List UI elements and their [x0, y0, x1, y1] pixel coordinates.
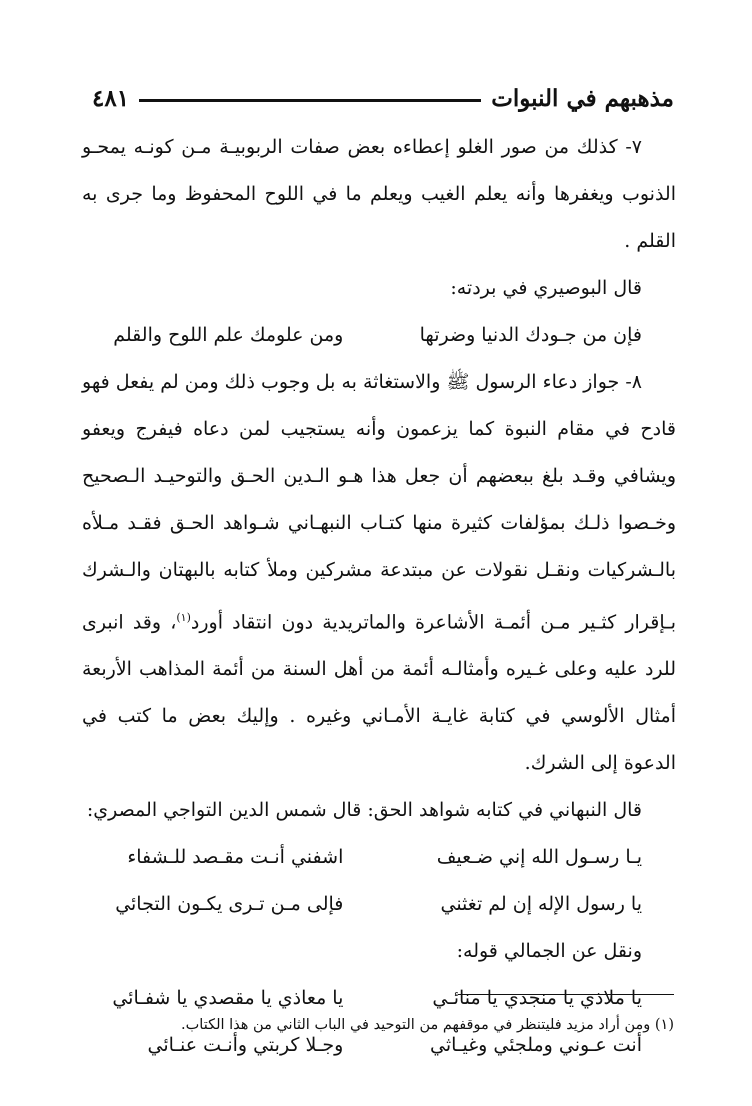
- footnote: (١) ومن أراد مزيد فليتنظر في موقفهم من التوحيد في الباب الثاني من هذا الكتاب.: [181, 1017, 674, 1033]
- paragraph-8-continuation: ، وقد انبرى للرد عليه وعلى غـيره وأمثالـه أئمة من أهل السنة من أئمة المذاهب الأربعة أمثال الألوسي في كتابة غايـة الأمـاني وغيره . وإليك بعض ما كتب في الدعوة إلى الشرك.: [82, 611, 676, 775]
- header-rule: [139, 99, 481, 102]
- verse-first-hemistich: يـا رسـول الله إني ضـعيف: [436, 846, 642, 869]
- verse-second-hemistich: اشفني أنـت مقـصد للـشفاء: [127, 846, 344, 869]
- verse-line: [82, 312, 676, 359]
- paragraph-7: ٧- كذلك من صور الغلو إعطاءه بعض صفات الربوبيـة مـن كونـه يمحـو الذنوب ويغفرها وأنه يعلم الغيب ويعلم ما في اللوح المحفوظ وما جرى به القلم .: [82, 136, 676, 252]
- verse-second-hemistich: ومن علومك علم اللوح والقلم: [113, 324, 344, 346]
- chapter-title: مذهبهم في النبوات: [491, 84, 674, 112]
- paragraph-8-text: ٨- جواز دعاء الرسول ﷺ والاستغاثة به بل وجوب ذلك ومن لم يفعل فهو قادح في مقام النبوة كما يزعمون وأنه يستجيب لمن دعاه فيفرج ويعفو ويشافي وقـد بلغ ببعضهم أن جعل هذا هـو الـدين الحـق والتوحيـد الـصحيح وخـصوا ذلـك بمؤلفات كثيرة منها كتـاب النبهـاني شـواهد الحـق فقـد مـلأه بالـشركيات ونقـل نقولات عن مبتدعة مشركين وملأ كتابه بالبهتان والـشرك بـإقرار كثـير مـن أئمـة الأشاعرة والماتريدية دون انتقاد أورد: [82, 371, 676, 634]
- verse-first-hemistich: فإن من جـودك الدنيا وضرتها: [419, 324, 642, 346]
- busiri-intro: قال البوصيري في بردته:: [450, 277, 642, 299]
- verse-line: [82, 881, 676, 928]
- footnote-ref: (١): [176, 611, 191, 624]
- verse-first-hemistich: يا ملاذي يا منجدي يا منائـي: [432, 987, 642, 1010]
- verse-second-hemistich: يا معاذي يا مقصدي يا شفـائي: [112, 987, 344, 1010]
- jamali-intro: ونقل عن الجمالي قوله:: [456, 940, 642, 963]
- page-number: ٤٨١: [92, 84, 130, 112]
- verse-first-hemistich: يا رسول الإله إن لم تغثني: [440, 893, 642, 916]
- running-header: [92, 78, 674, 118]
- verse-first-hemistich: أنت عـوني وملجئي وغيـاثي: [430, 1034, 642, 1057]
- footnote-separator: [458, 994, 674, 995]
- verse-second-hemistich: وجـلا كربتي وأنـت عنـائي: [147, 1034, 344, 1057]
- paragraph-8: [82, 359, 676, 787]
- verse-second-hemistich: فإلى مـن تـرى يكـون التجائي: [115, 893, 344, 916]
- nabhani-intro: قال النبهاني في كتابه شواهد الحق: قال شمس الدين التواجي المصري:: [86, 799, 642, 822]
- verse-line: [82, 834, 676, 881]
- main-text: [82, 124, 676, 1069]
